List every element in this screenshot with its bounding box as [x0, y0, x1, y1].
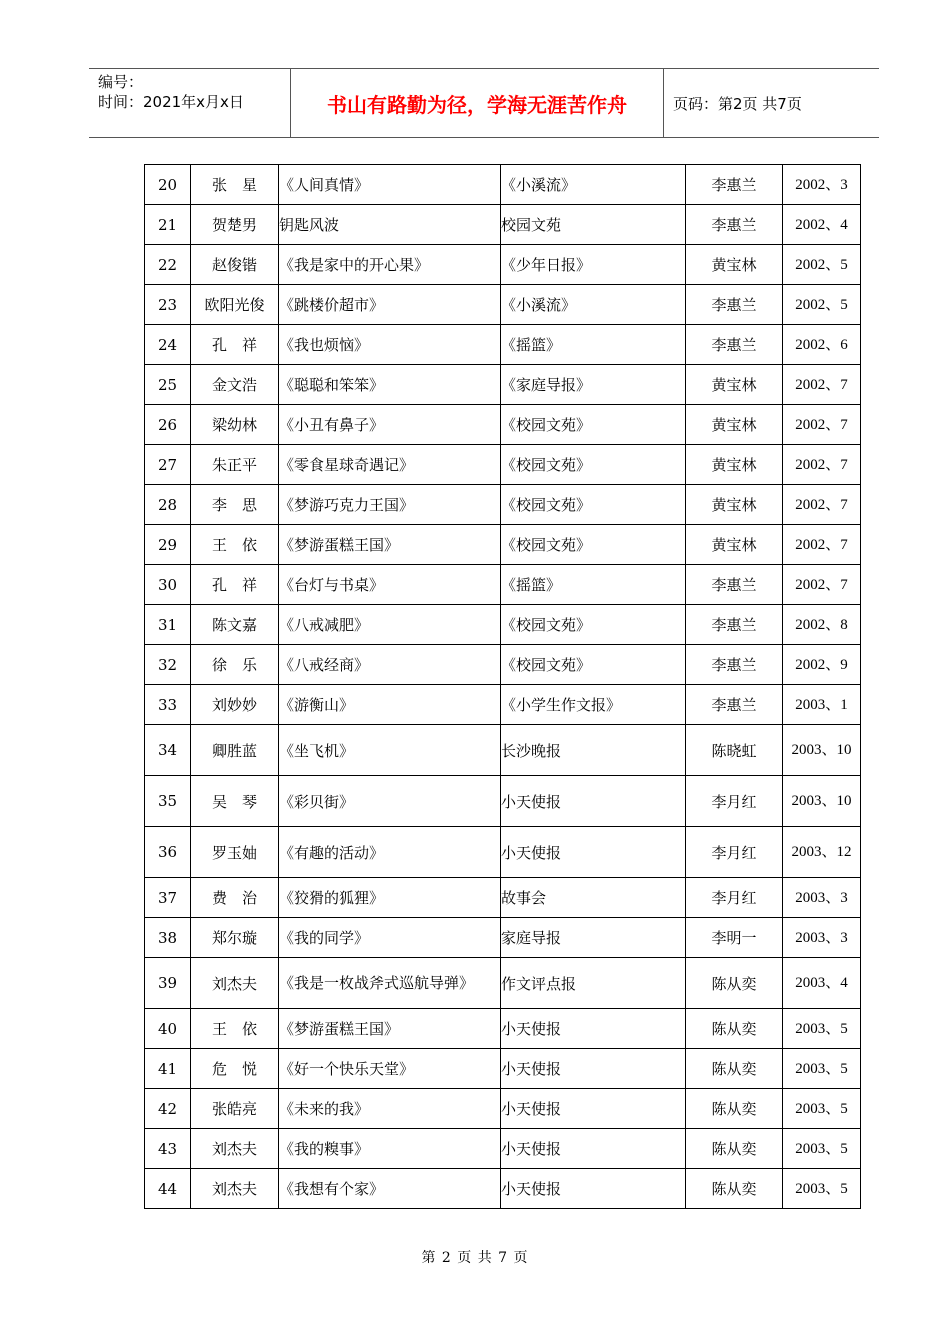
student-name: 郑尔璇 — [191, 918, 279, 958]
student-name: 孔 祥 — [191, 565, 279, 605]
article-title: 《聪聪和笨笨》 — [279, 365, 501, 405]
row-number: 32 — [145, 645, 191, 685]
publish-date: 2003、4 — [783, 958, 861, 1009]
table-row — [145, 445, 861, 485]
teacher-name: 李惠兰 — [686, 165, 783, 205]
table-row — [145, 285, 861, 325]
header-page-info: 页码：第2页 共7页 — [673, 95, 802, 113]
table-row — [145, 878, 861, 918]
publication-name: 故事会 — [501, 878, 686, 918]
teacher-name: 陈从奕 — [686, 1169, 783, 1209]
article-title: 《梦游蛋糕王国》 — [279, 525, 501, 565]
row-number: 23 — [145, 285, 191, 325]
article-title: 《梦游巧克力王国》 — [279, 485, 501, 525]
teacher-name: 李惠兰 — [686, 645, 783, 685]
teacher-name: 陈从奕 — [686, 958, 783, 1009]
table-row — [145, 245, 861, 285]
article-title: 钥匙风波 — [279, 205, 501, 245]
header-meta — [89, 69, 290, 137]
teacher-name: 陈从奕 — [686, 1129, 783, 1169]
publish-date: 2002、5 — [783, 245, 861, 285]
row-number: 42 — [145, 1089, 191, 1129]
article-title: 《有趣的活动》 — [279, 827, 501, 878]
publication-name: 《家庭导报》 — [501, 365, 686, 405]
student-name: 王 依 — [191, 525, 279, 565]
publication-name: 《少年日报》 — [501, 245, 686, 285]
article-title: 《八戒经商》 — [279, 645, 501, 685]
article-title: 《八戒减肥》 — [279, 605, 501, 645]
teacher-name: 李月红 — [686, 827, 783, 878]
publication-name: 小天使报 — [501, 1049, 686, 1089]
teacher-name: 李惠兰 — [686, 205, 783, 245]
article-title: 《我的同学》 — [279, 918, 501, 958]
article-title: 《未来的我》 — [279, 1089, 501, 1129]
publish-date: 2003、10 — [783, 725, 861, 776]
publication-name: 《校园文苑》 — [501, 405, 686, 445]
table-row — [145, 918, 861, 958]
publish-date: 2002、7 — [783, 445, 861, 485]
article-title: 《小丑有鼻子》 — [279, 405, 501, 445]
publication-name: 小天使报 — [501, 1089, 686, 1129]
student-name: 费 治 — [191, 878, 279, 918]
header-motto: 书山有路勤为径，学海无涯苦作舟 — [327, 93, 627, 117]
publish-date: 2003、5 — [783, 1089, 861, 1129]
article-title: 《我想有个家》 — [279, 1169, 501, 1209]
teacher-name: 黄宝林 — [686, 485, 783, 525]
row-number: 26 — [145, 405, 191, 445]
publish-date: 2002、7 — [783, 365, 861, 405]
article-title: 《我也烦恼》 — [279, 325, 501, 365]
teacher-name: 黄宝林 — [686, 445, 783, 485]
publish-date: 2003、1 — [783, 685, 861, 725]
row-number: 40 — [145, 1009, 191, 1049]
article-title: 《我的糗事》 — [279, 1129, 501, 1169]
teacher-name: 李惠兰 — [686, 565, 783, 605]
table-row — [145, 725, 861, 776]
publish-date: 2002、8 — [783, 605, 861, 645]
row-number: 36 — [145, 827, 191, 878]
student-name: 徐 乐 — [191, 645, 279, 685]
teacher-name: 李月红 — [686, 776, 783, 827]
teacher-name: 陈晓虹 — [686, 725, 783, 776]
table-row — [145, 485, 861, 525]
publication-name: 《小溪流》 — [501, 285, 686, 325]
publish-date: 2003、5 — [783, 1009, 861, 1049]
student-name: 赵俊锴 — [191, 245, 279, 285]
row-number: 24 — [145, 325, 191, 365]
row-number: 21 — [145, 205, 191, 245]
article-title: 《我是一枚战斧式巡航导弹》 — [279, 958, 501, 1009]
publish-date: 2002、7 — [783, 405, 861, 445]
teacher-name: 陈从奕 — [686, 1049, 783, 1089]
publication-name: 小天使报 — [501, 1129, 686, 1169]
student-name: 陈文嘉 — [191, 605, 279, 645]
article-title: 《人间真情》 — [279, 165, 501, 205]
row-number: 29 — [145, 525, 191, 565]
publish-date: 2002、4 — [783, 205, 861, 245]
article-title: 《好一个快乐天堂》 — [279, 1049, 501, 1089]
student-name: 张皓亮 — [191, 1089, 279, 1129]
publication-name: 《小学生作文报》 — [501, 685, 686, 725]
table-row — [145, 776, 861, 827]
page-footer: 第 2 页 共 7 页 — [421, 1250, 529, 1266]
teacher-name: 李月红 — [686, 878, 783, 918]
table-body — [145, 165, 861, 1209]
teacher-name: 陈从奕 — [686, 1009, 783, 1049]
row-number: 37 — [145, 878, 191, 918]
row-number: 22 — [145, 245, 191, 285]
table-row — [145, 205, 861, 245]
student-name: 孔 祥 — [191, 325, 279, 365]
row-number: 44 — [145, 1169, 191, 1209]
row-number: 28 — [145, 485, 191, 525]
student-name: 李 思 — [191, 485, 279, 525]
publication-name: 《校园文苑》 — [501, 485, 686, 525]
article-title: 《梦游蛋糕王国》 — [279, 1009, 501, 1049]
article-title: 《坐飞机》 — [279, 725, 501, 776]
row-number: 39 — [145, 958, 191, 1009]
publication-name: 长沙晚报 — [501, 725, 686, 776]
row-number: 34 — [145, 725, 191, 776]
publish-date: 2002、7 — [783, 565, 861, 605]
publication-name: 《校园文苑》 — [501, 605, 686, 645]
table-row — [145, 565, 861, 605]
student-name: 贺楚男 — [191, 205, 279, 245]
publication-name: 小天使报 — [501, 827, 686, 878]
publication-name: 小天使报 — [501, 1169, 686, 1209]
student-name: 刘杰夫 — [191, 1169, 279, 1209]
article-title: 《彩贝街》 — [279, 776, 501, 827]
publication-name: 《校园文苑》 — [501, 445, 686, 485]
row-number: 31 — [145, 605, 191, 645]
article-title: 《跳楼价超市》 — [279, 285, 501, 325]
publish-date: 2003、3 — [783, 878, 861, 918]
table-row — [145, 958, 861, 1009]
article-title: 《游衡山》 — [279, 685, 501, 725]
row-number: 43 — [145, 1129, 191, 1169]
student-name: 金文浩 — [191, 365, 279, 405]
student-name: 张 星 — [191, 165, 279, 205]
row-number: 41 — [145, 1049, 191, 1089]
student-name: 朱正平 — [191, 445, 279, 485]
student-name: 刘杰夫 — [191, 1129, 279, 1169]
table-row — [145, 365, 861, 405]
table-row — [145, 405, 861, 445]
table-row — [145, 325, 861, 365]
article-title: 《狡猾的狐狸》 — [279, 878, 501, 918]
table-row — [145, 1129, 861, 1169]
publish-date: 2002、9 — [783, 645, 861, 685]
teacher-name: 黄宝林 — [686, 525, 783, 565]
publication-name: 校园文苑 — [501, 205, 686, 245]
student-name: 罗玉妯 — [191, 827, 279, 878]
document-time: 时间：2021年x月x日 — [98, 93, 244, 111]
row-number: 20 — [145, 165, 191, 205]
teacher-name: 黄宝林 — [686, 365, 783, 405]
article-title: 《我是家中的开心果》 — [279, 245, 501, 285]
publish-date: 2003、5 — [783, 1129, 861, 1169]
publication-name: 《小溪流》 — [501, 165, 686, 205]
publication-name: 家庭导报 — [501, 918, 686, 958]
table-row — [145, 1049, 861, 1089]
document-header — [89, 68, 879, 138]
teacher-name: 李惠兰 — [686, 285, 783, 325]
teacher-name: 李惠兰 — [686, 605, 783, 645]
row-number: 38 — [145, 918, 191, 958]
publication-name: 小天使报 — [501, 776, 686, 827]
article-title: 《台灯与书桌》 — [279, 565, 501, 605]
publish-date: 2002、6 — [783, 325, 861, 365]
teacher-name: 陈从奕 — [686, 1089, 783, 1129]
publication-name: 《摇篮》 — [501, 565, 686, 605]
student-name: 王 依 — [191, 1009, 279, 1049]
student-name: 梁幼林 — [191, 405, 279, 445]
row-number: 33 — [145, 685, 191, 725]
publish-date: 2002、3 — [783, 165, 861, 205]
teacher-name: 黄宝林 — [686, 245, 783, 285]
publish-date: 2003、12 — [783, 827, 861, 878]
row-number: 27 — [145, 445, 191, 485]
row-number: 25 — [145, 365, 191, 405]
table-row — [145, 1169, 861, 1209]
document-number-label: 编号： — [98, 73, 144, 91]
student-name: 危 悦 — [191, 1049, 279, 1089]
table-row — [145, 645, 861, 685]
student-name: 卿胜蓝 — [191, 725, 279, 776]
row-number: 35 — [145, 776, 191, 827]
header-page-cell — [663, 69, 879, 137]
table-row — [145, 827, 861, 878]
table-row — [145, 1089, 861, 1129]
publication-name: 《校园文苑》 — [501, 525, 686, 565]
student-name: 欧阳光俊 — [191, 285, 279, 325]
table-row — [145, 525, 861, 565]
table-row — [145, 605, 861, 645]
publication-name: 作文评点报 — [501, 958, 686, 1009]
table-row — [145, 165, 861, 205]
header-motto-cell — [290, 69, 664, 137]
student-name: 吴 琴 — [191, 776, 279, 827]
publication-name: 小天使报 — [501, 1009, 686, 1049]
publish-date: 2002、7 — [783, 485, 861, 525]
student-name: 刘妙妙 — [191, 685, 279, 725]
publish-date: 2002、7 — [783, 525, 861, 565]
publish-date: 2003、5 — [783, 1049, 861, 1089]
publication-records-table — [144, 164, 861, 1209]
publication-name: 《摇篮》 — [501, 325, 686, 365]
row-number: 30 — [145, 565, 191, 605]
article-title: 《零食星球奇遇记》 — [279, 445, 501, 485]
publish-date: 2003、5 — [783, 1169, 861, 1209]
publish-date: 2003、10 — [783, 776, 861, 827]
publication-name: 《校园文苑》 — [501, 645, 686, 685]
publish-date: 2003、3 — [783, 918, 861, 958]
table-row — [145, 685, 861, 725]
student-name: 刘杰夫 — [191, 958, 279, 1009]
table-row — [145, 1009, 861, 1049]
teacher-name: 李惠兰 — [686, 325, 783, 365]
teacher-name: 黄宝林 — [686, 405, 783, 445]
teacher-name: 李惠兰 — [686, 685, 783, 725]
teacher-name: 李明一 — [686, 918, 783, 958]
publish-date: 2002、5 — [783, 285, 861, 325]
